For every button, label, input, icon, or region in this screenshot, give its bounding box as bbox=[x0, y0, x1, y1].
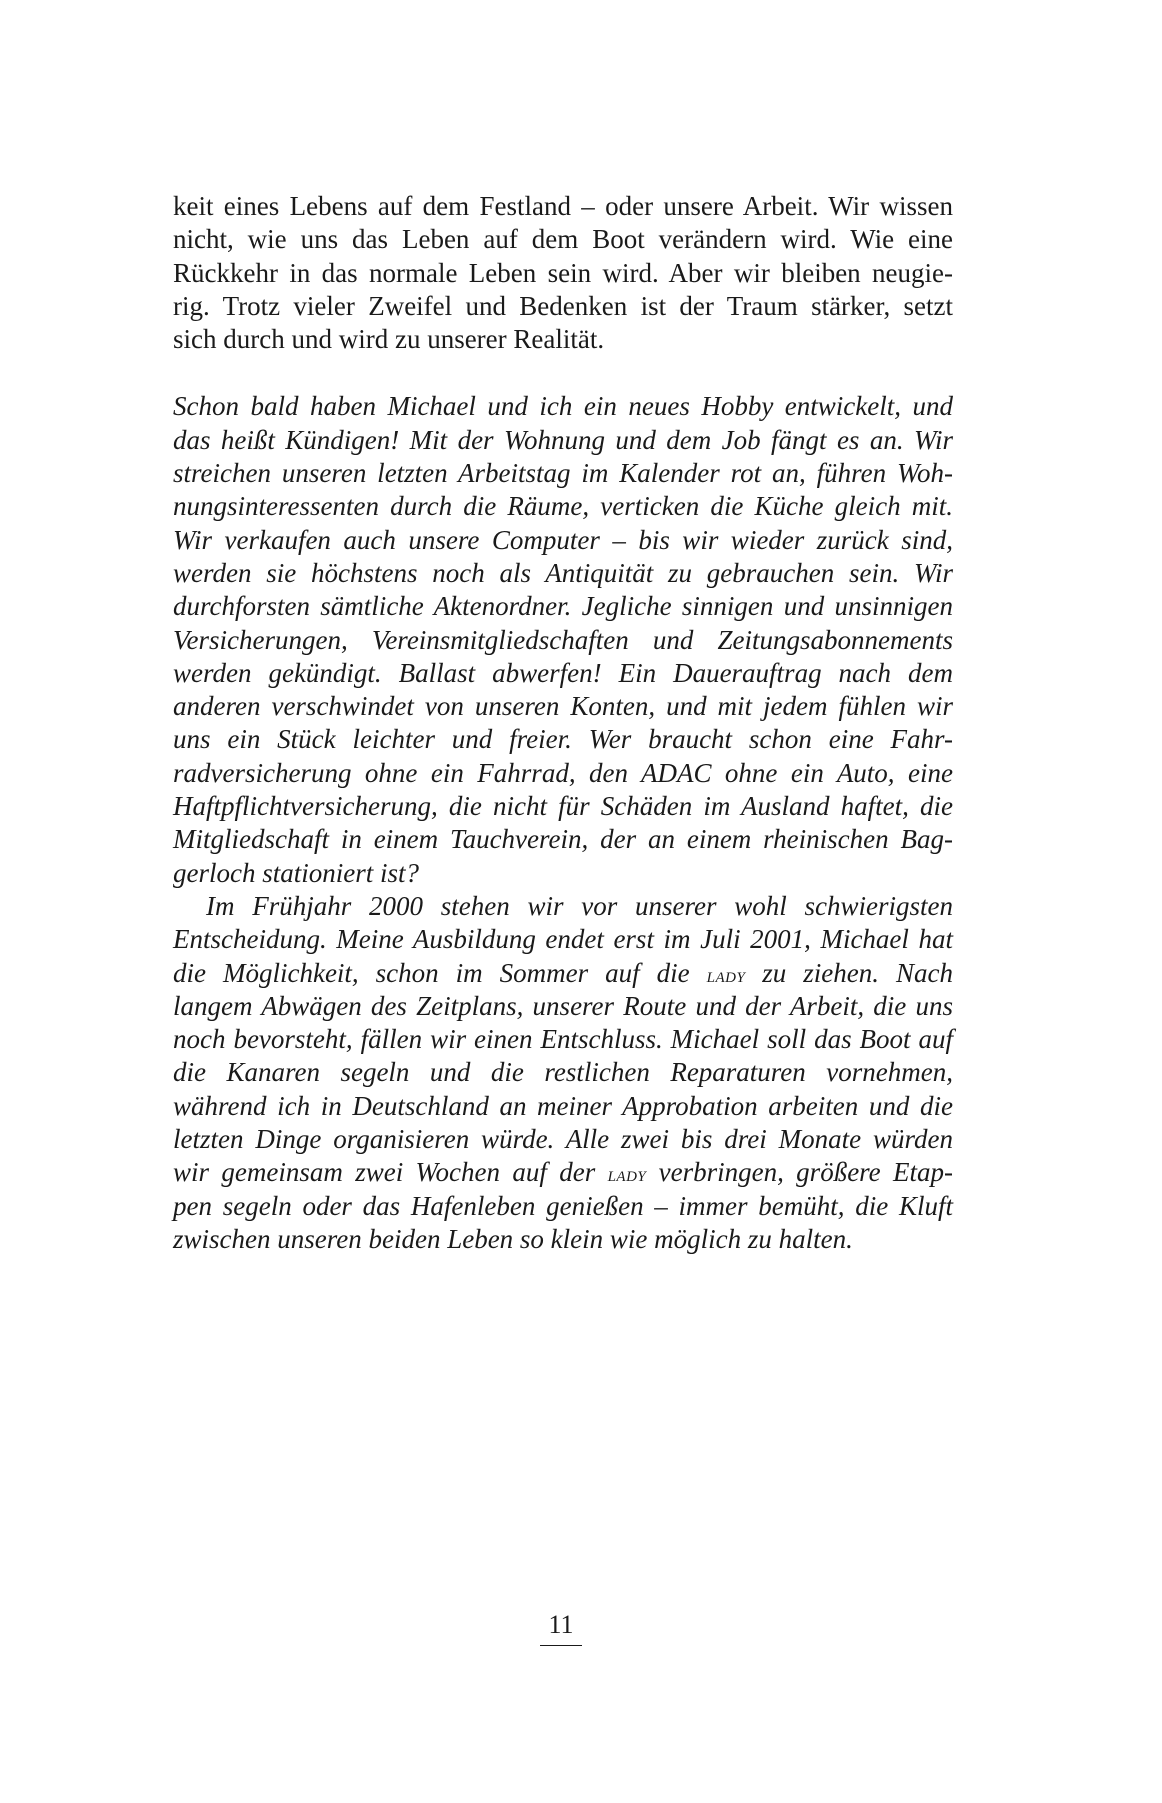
text-line: Mitgliedschaft in einem Tauchverein, der an einem rheinischen Bag- bbox=[173, 824, 953, 855]
paragraph-3 bbox=[173, 890, 953, 1256]
text-line: wir gemeinsam zwei Wochen auf der lady verbringen, größere Etap- bbox=[173, 1157, 954, 1188]
text-line: die Möglichkeit, schon im Sommer auf die lady zu ziehen. Nach bbox=[173, 957, 953, 988]
text-line: radversicherung ohne ein Fahrrad, den ADAC ohne ein Auto, eine bbox=[173, 757, 953, 788]
page-number-rule bbox=[540, 1645, 582, 1646]
text-line: Entscheidung. Meine Ausbildung endet erst im Juli 2001, Michael hat bbox=[173, 924, 953, 955]
text-line: Haftpflichtversicherung, die nicht für Schäden im Ausland haftet, die bbox=[173, 791, 953, 822]
text-line: durchforsten sämtliche Aktenordner. Jegliche sinnigen und unsinnigen bbox=[173, 591, 953, 622]
page-number: 11 bbox=[548, 1610, 574, 1639]
text-line: das heißt Kündigen! Mit der Wohnung und dem Job fängt es an. Wir bbox=[173, 424, 953, 455]
text-line: noch bevorsteht, fällen wir einen Entschluss. Michael soll das Boot auf bbox=[173, 1024, 953, 1055]
text-line: nicht, wie uns das Leben auf dem Boot verändern wird. Wie eine bbox=[173, 224, 953, 255]
boat-name: lady bbox=[706, 961, 746, 987]
paragraph-2 bbox=[173, 390, 953, 889]
text-line: uns ein Stück leichter und freier. Wer braucht schon eine Fahr- bbox=[173, 724, 953, 755]
boat-name: lady bbox=[607, 1161, 647, 1187]
text-line: die Kanaren segeln und die restlichen Reparaturen vornehmen, bbox=[173, 1057, 953, 1088]
text-line: anderen verschwindet von unseren Konten, und mit jedem fühlen wir bbox=[173, 691, 953, 722]
text-line: letzten Dinge organisieren würde. Alle zwei bis drei Monate würden bbox=[173, 1124, 953, 1155]
text-line: zwischen unseren beiden Leben so klein wie möglich zu halten. bbox=[173, 1223, 853, 1254]
text-line: werden sie höchstens noch als Antiquität zu gebrauchen sein. Wir bbox=[173, 557, 953, 588]
text-line: Wir verkaufen auch unsere Computer – bis wir wieder zurück sind, bbox=[173, 524, 953, 555]
text-line: werden gekündigt. Ballast abwerfen! Ein Dauerauftrag nach dem bbox=[173, 657, 953, 688]
paragraph-1 bbox=[173, 190, 953, 356]
text-line: Schon bald haben Michael und ich ein neues Hobby entwickelt, und bbox=[173, 391, 953, 422]
paragraph-gap bbox=[173, 356, 953, 390]
text-line: Im Frühjahr 2000 stehen wir vor unserer wohl schwierigsten bbox=[206, 890, 953, 921]
text-line: gerloch stationiert ist? bbox=[173, 857, 419, 888]
text-line: pen segeln oder das Hafenleben genießen – immer bemüht, die Kluft bbox=[173, 1190, 953, 1221]
text-line: sich durch und wird zu unserer Realität. bbox=[173, 324, 605, 355]
text-block bbox=[173, 190, 953, 1256]
text-line: langem Abwägen des Zeitplans, unserer Route und der Arbeit, die uns bbox=[173, 990, 953, 1021]
text-line: Versicherungen, Vereinsmitgliedschaften und Zeitungsabonnements bbox=[173, 624, 953, 655]
text-line: nungsinteressenten durch die Räume, verticken die Küche gleich mit. bbox=[173, 491, 953, 522]
text-line: keit eines Lebens auf dem Festland – oder unsere Arbeit. Wir wissen bbox=[173, 191, 953, 221]
text-line: Rückkehr in das normale Leben sein wird. Aber wir bleiben neugie- bbox=[173, 257, 953, 288]
text-line: rig. Trotz vieler Zweifel und Bedenken ist der Traum stärker, setzt bbox=[173, 290, 953, 321]
book-page-body bbox=[173, 190, 953, 1256]
text-line: streichen unseren letzten Arbeitstag im Kalender rot an, führen Woh- bbox=[173, 458, 953, 489]
text-line: während ich in Deutschland an meiner Approbation arbeiten und die bbox=[173, 1090, 953, 1121]
